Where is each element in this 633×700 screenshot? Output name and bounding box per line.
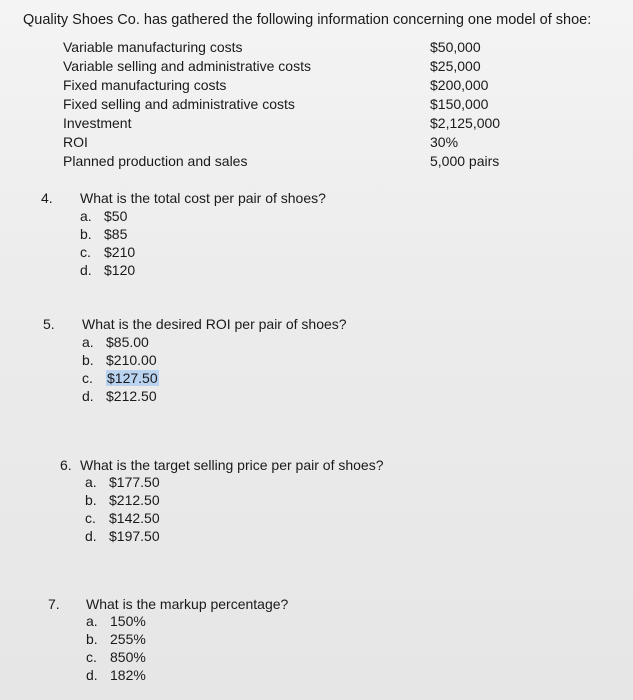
answer-option-c[interactable]: c. $210 xyxy=(80,244,136,260)
given-label: Variable manufacturing costs xyxy=(63,39,243,55)
question-number: 4. xyxy=(41,190,53,206)
options-list xyxy=(80,207,135,279)
given-label: Investment xyxy=(63,115,132,131)
options-list xyxy=(86,612,146,684)
answer-option-a[interactable]: a. $177.50 xyxy=(85,474,160,490)
question-text: What is the target selling price per pair of shoes? xyxy=(80,457,384,473)
given-value: $2,125,000 xyxy=(430,115,501,131)
question-number: 6. xyxy=(60,457,72,473)
answer-option-d[interactable]: d. $197.50 xyxy=(85,528,160,544)
intro-text: Quality Shoes Co. has gathered the following information concerning one model of shoe: xyxy=(23,12,592,28)
options-list xyxy=(82,333,159,405)
given-value: $50,000 xyxy=(430,39,481,55)
answer-option-c[interactable]: c. 850% xyxy=(86,649,146,665)
answer-option-d[interactable]: d. $120 xyxy=(80,262,136,278)
answer-option-b[interactable]: b. $212.50 xyxy=(85,492,160,508)
given-value: $150,000 xyxy=(430,96,489,112)
given-label: Variable selling and administrative costs xyxy=(63,58,311,74)
answer-option-a[interactable]: a. $50 xyxy=(80,208,128,224)
options-list xyxy=(85,473,160,545)
given-label: Planned production and sales xyxy=(63,153,248,169)
given-label: Fixed manufacturing costs xyxy=(63,77,227,93)
given-label: ROI xyxy=(63,134,88,150)
given-label: Fixed selling and administrative costs xyxy=(63,96,295,112)
given-value: 30% xyxy=(430,134,459,150)
question-text: What is the markup percentage? xyxy=(86,596,289,612)
given-value: 5,000 pairs xyxy=(430,153,500,169)
question-text: What is the total cost per pair of shoes? xyxy=(80,190,326,206)
given-value: $200,000 xyxy=(430,77,489,93)
question-text: What is the desired ROI per pair of shoes? xyxy=(82,316,347,332)
answer-option-d[interactable]: d. 182% xyxy=(86,667,146,683)
answer-option-b[interactable]: b. $85 xyxy=(80,226,128,242)
given-value: $25,000 xyxy=(430,58,481,74)
answer-option-c[interactable]: c. $142.50 xyxy=(85,510,160,526)
answer-option-a[interactable]: a. 150% xyxy=(86,613,146,629)
answer-option-b[interactable]: b. $210.00 xyxy=(82,352,157,368)
answer-option-b[interactable]: b. 255% xyxy=(86,631,146,647)
question-number: 7. xyxy=(48,596,60,612)
answer-option-a[interactable]: a. $85.00 xyxy=(82,334,149,350)
answer-option-c[interactable]: c. $127.50 xyxy=(82,370,158,386)
answer-option-d[interactable]: d. $212.50 xyxy=(82,388,157,404)
selected-answer: $127.50 xyxy=(107,370,158,386)
question-number: 5. xyxy=(43,316,55,332)
